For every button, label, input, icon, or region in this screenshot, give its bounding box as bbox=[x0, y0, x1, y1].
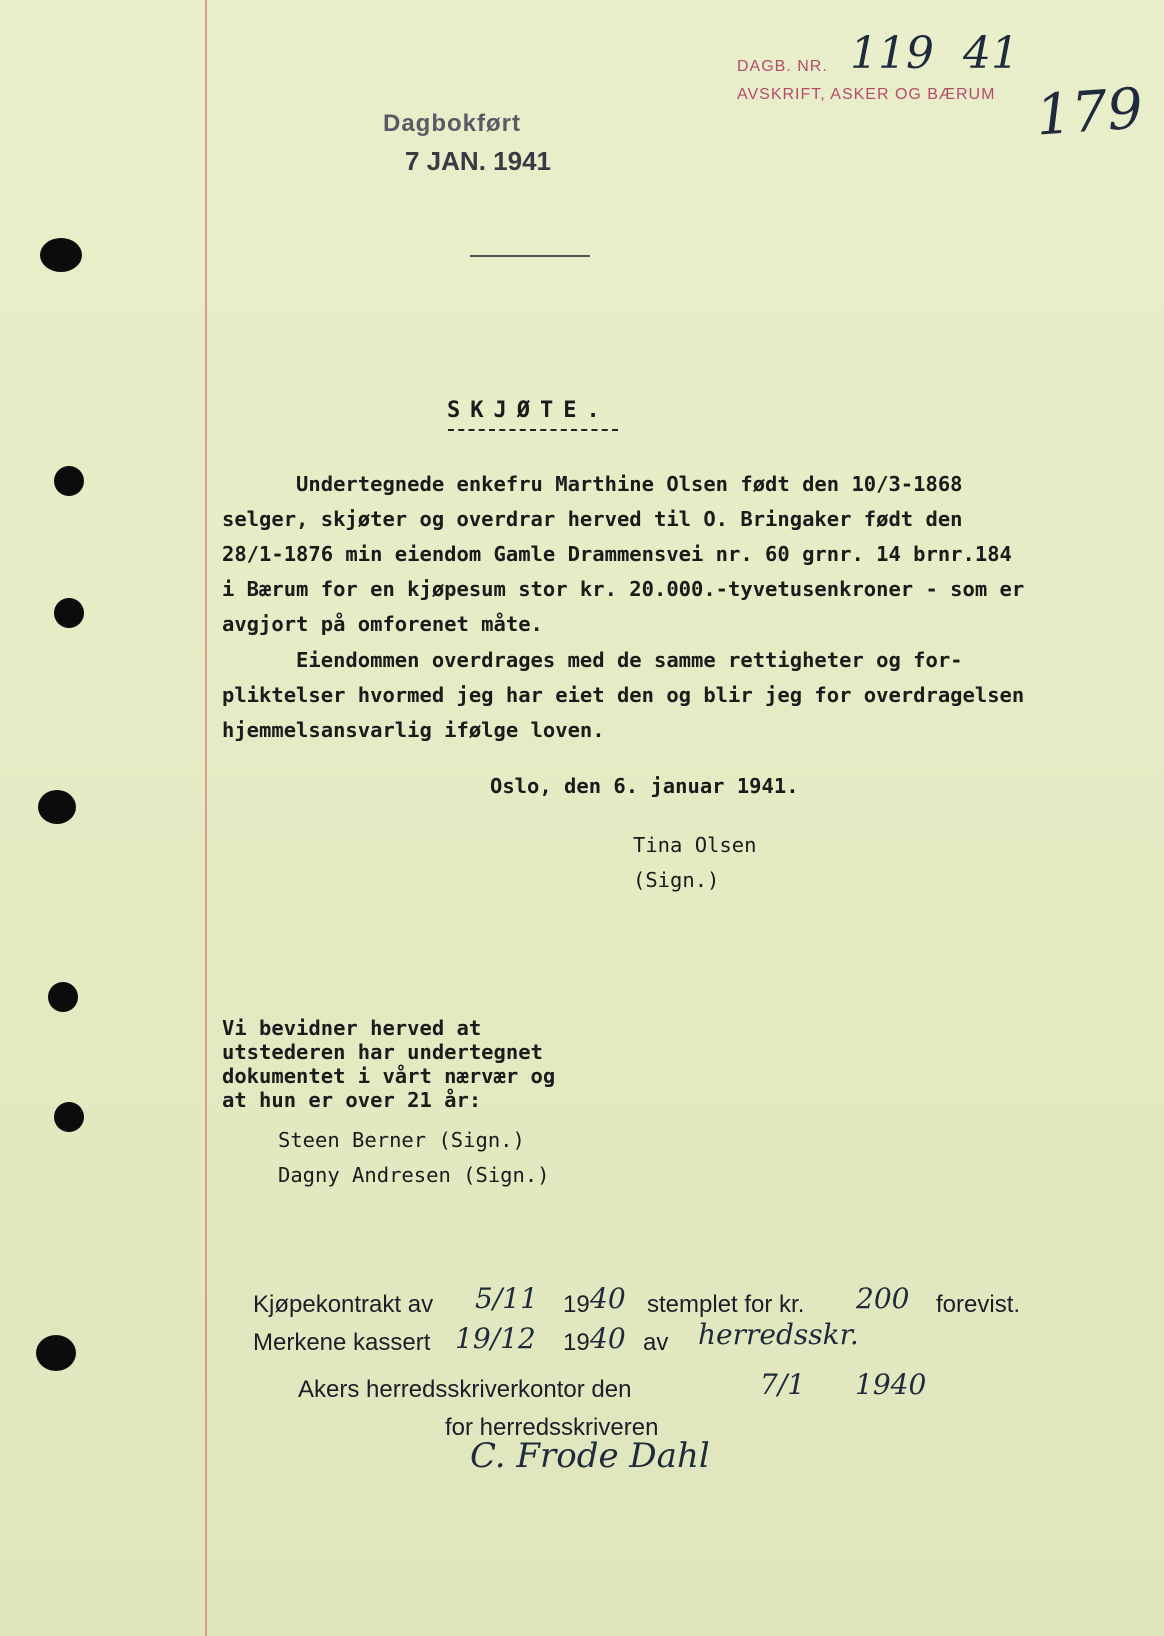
witness-1: Steen Berner (Sign.) bbox=[278, 1128, 525, 1152]
dagb-year: 41 bbox=[963, 28, 1019, 79]
contract-label: Kjøpekontrakt av bbox=[253, 1291, 434, 1318]
stamped-label: stemplet for kr. bbox=[647, 1291, 805, 1318]
witness-2: Dagny Andresen (Sign.) bbox=[278, 1163, 550, 1187]
signer-name: Tina Olsen bbox=[633, 833, 757, 857]
punch-hole-icon bbox=[54, 466, 84, 496]
marks-by: herredsskr. bbox=[698, 1318, 859, 1351]
divider bbox=[470, 255, 590, 257]
marks-by-label: av bbox=[643, 1329, 669, 1356]
place-date: Oslo, den 6. januar 1941. bbox=[490, 774, 799, 798]
body-line: pliktelser hvormed jeg har eiet den og blir jeg for overdragelsen bbox=[222, 683, 1025, 707]
avskrift-stamp: AVSKRIFT, ASKER OG BÆRUM bbox=[737, 86, 996, 103]
marks-date: 19/12 bbox=[455, 1322, 536, 1355]
body-line: avgjort på omforenet måte. bbox=[222, 612, 543, 636]
stamped-suffix: forevist. bbox=[936, 1291, 1021, 1318]
dagbokfort-date: 7 JAN. 1941 bbox=[405, 146, 551, 176]
stamped-amount: 200 bbox=[856, 1282, 910, 1315]
punch-hole-icon bbox=[54, 598, 84, 628]
punch-hole-icon bbox=[54, 1102, 84, 1132]
document-title: SKJØTE. bbox=[447, 398, 610, 423]
witness-line: utstederen har undertegnet bbox=[222, 1040, 543, 1064]
body-line: selger, skjøter og overdrar herved til O. Bringaker født den bbox=[222, 507, 963, 531]
signer-sign: (Sign.) bbox=[633, 868, 720, 892]
contract-date: 5/11 bbox=[475, 1282, 538, 1315]
witness-line: Vi bevidner herved at bbox=[222, 1016, 482, 1040]
registrar-signature: C. Frode Dahl bbox=[470, 1436, 710, 1476]
margin-line bbox=[205, 0, 207, 1636]
contract-year-suffix: 40 bbox=[590, 1282, 626, 1315]
contract-year-prefix: 19 bbox=[563, 1291, 590, 1318]
punch-hole-icon bbox=[48, 982, 78, 1012]
body-line: hjemmelsansvarlig ifølge loven. bbox=[222, 718, 605, 742]
marks-year-suffix: 40 bbox=[590, 1322, 626, 1355]
office-date: 7/1 bbox=[760, 1368, 806, 1401]
title-underline bbox=[448, 429, 618, 431]
marks-year-prefix: 19 bbox=[563, 1329, 590, 1356]
witness-line: dokumentet i vårt nærvær og bbox=[222, 1064, 556, 1088]
for-label: for herredsskriveren bbox=[445, 1414, 659, 1441]
dagb-nr-label: DAGB. NR. bbox=[737, 58, 828, 75]
office-label: Akers herredsskriverkontor den bbox=[298, 1376, 632, 1403]
witness-line: at hun er over 21 år: bbox=[222, 1088, 482, 1112]
folio-number: 179 bbox=[1033, 76, 1146, 149]
office-year: 1940 bbox=[855, 1368, 927, 1401]
dagbokfort-stamp: Dagbokført bbox=[383, 110, 521, 137]
punch-hole-icon bbox=[38, 790, 76, 824]
marks-label: Merkene kassert bbox=[253, 1329, 431, 1356]
body-line: i Bærum for en kjøpesum stor kr. 20.000.-tyvetusenkroner - som er bbox=[222, 577, 1025, 601]
body-line: 28/1-1876 min eiendom Gamle Drammensvei nr. 60 grnr. 14 brnr.184 bbox=[222, 542, 1012, 566]
body-line: Undertegnede enkefru Marthine Olsen født den 10/3-1868 bbox=[222, 472, 963, 496]
body-line: Eiendommen overdrages med de samme rettigheter og for- bbox=[222, 648, 963, 672]
dagb-nr-value: 119 bbox=[850, 28, 934, 79]
punch-hole-icon bbox=[40, 238, 82, 272]
punch-hole-icon bbox=[36, 1335, 76, 1371]
